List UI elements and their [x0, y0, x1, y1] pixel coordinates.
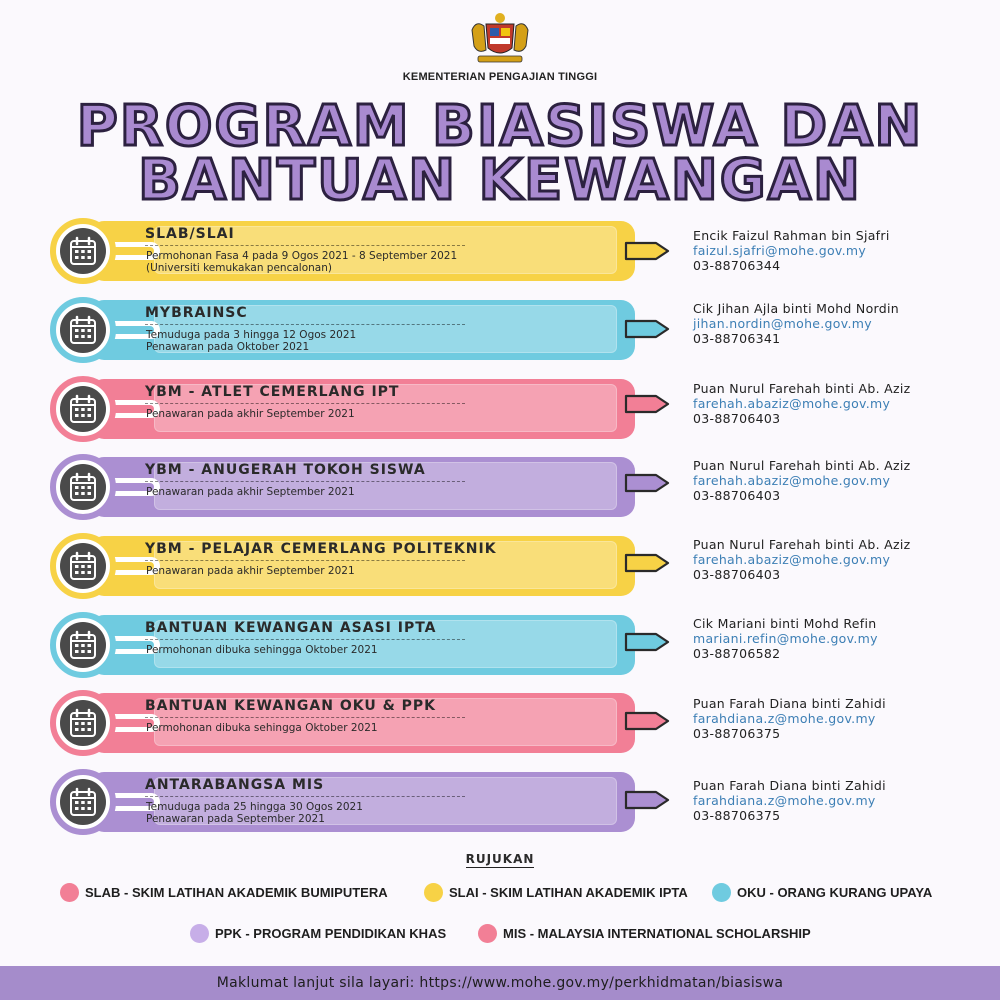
contact-email-link[interactable]: farahdiana.z@mohe.gov.my	[693, 711, 876, 726]
program-detail: (Universiti kemukakan pencalonan)	[146, 262, 332, 274]
ministry-name: KEMENTERIAN PENGAJIAN TINGGI	[402, 71, 598, 83]
contact-block	[693, 301, 899, 346]
contact-name: Puan Farah Diana binti Zahidi	[693, 778, 886, 793]
contact-phone: 03-88706582	[693, 646, 781, 661]
contact-block	[693, 228, 890, 273]
contact-block	[693, 458, 910, 503]
contact-email-link[interactable]: faizul.sjafri@mohe.gov.my	[693, 243, 867, 258]
coat-of-arms-icon	[466, 10, 534, 68]
dotted-divider	[145, 245, 465, 246]
contact-phone: 03-88706403	[693, 411, 781, 426]
calendar-icon	[69, 630, 97, 660]
arrow-right-icon	[624, 473, 670, 493]
program-detail: Penawaran pada akhir September 2021	[146, 486, 355, 498]
contact-name: Cik Jihan Ajla binti Mohd Nordin	[693, 301, 899, 316]
program-card	[50, 376, 590, 442]
arrow-right-icon	[624, 553, 670, 573]
program-icon-badge	[50, 454, 116, 520]
arrow-right-icon	[624, 394, 670, 414]
page-title-line2: BANTUAN KEWANGAN	[138, 148, 862, 213]
program-name: BANTUAN KEWANGAN ASASI IPTA	[145, 620, 437, 636]
legend-dot	[424, 883, 443, 902]
contact-block	[693, 778, 886, 823]
program-detail: Permohonan dibuka sehingga Oktober 2021	[146, 722, 378, 734]
contact-email-link[interactable]: farehah.abaziz@mohe.gov.my	[693, 396, 891, 411]
program-name: ANTARABANGSA MIS	[145, 777, 325, 793]
dotted-divider	[145, 796, 465, 797]
legend-item-slab: SLAB - SKIM LATIHAN AKADEMIK BUMIPUTERA	[60, 883, 388, 902]
legend-item-mis: MIS - MALAYSIA INTERNATIONAL SCHOLARSHIP	[478, 924, 811, 943]
program-icon-badge	[50, 769, 116, 835]
contact-email-link[interactable]: mariani.refin@mohe.gov.my	[693, 631, 878, 646]
legend-item-ppk: PPK - PROGRAM PENDIDIKAN KHAS	[190, 924, 446, 943]
calendar-icon	[69, 551, 97, 581]
program-icon-badge	[50, 376, 116, 442]
program-detail: Penawaran pada akhir September 2021	[146, 408, 355, 420]
arrow-right-icon	[624, 711, 670, 731]
program-name: SLAB/SLAI	[145, 226, 235, 242]
contact-block	[693, 381, 910, 426]
program-card	[50, 690, 590, 756]
program-icon-badge	[50, 690, 116, 756]
legend-dot	[712, 883, 731, 902]
contact-block	[693, 616, 878, 661]
page-title-line1: PROGRAM BIASISWA DAN	[76, 94, 924, 159]
footer-info: Maklumat lanjut sila layari: https://www.mohe.gov.my/perkhidmatan/biasiswa	[0, 966, 1000, 1000]
dotted-divider	[145, 639, 465, 640]
program-card	[50, 612, 590, 678]
contact-phone: 03-88706341	[693, 331, 781, 346]
legend-item-oku: OKU - ORANG KURANG UPAYA	[712, 883, 932, 902]
contact-phone: 03-88706375	[693, 808, 781, 823]
legend-dot	[190, 924, 209, 943]
calendar-icon	[69, 708, 97, 738]
contact-name: Puan Nurul Farehah binti Ab. Aziz	[693, 458, 911, 473]
program-name: BANTUAN KEWANGAN OKU & PPK	[145, 698, 437, 714]
calendar-icon	[69, 787, 97, 817]
program-card	[50, 769, 590, 835]
contact-phone: 03-88706403	[693, 567, 781, 582]
contact-block	[693, 537, 910, 582]
legend-item-slai: SLAI - SKIM LATIHAN AKADEMIK IPTA	[424, 883, 688, 902]
arrow-right-icon	[624, 790, 670, 810]
legend-dot	[60, 883, 79, 902]
program-icon-badge	[50, 297, 116, 363]
contact-name: Puan Nurul Farehah binti Ab. Aziz	[693, 381, 911, 396]
dotted-divider	[145, 717, 465, 718]
dotted-divider	[145, 481, 465, 482]
contact-name: Puan Nurul Farehah binti Ab. Aziz	[693, 537, 911, 552]
arrow-right-icon	[624, 632, 670, 652]
program-name: YBM - PELAJAR CEMERLANG POLITEKNIK	[145, 541, 497, 557]
contact-phone: 03-88706403	[693, 488, 781, 503]
contact-email-link[interactable]: farehah.abaziz@mohe.gov.my	[693, 473, 891, 488]
references-title: RUJUKAN	[465, 852, 535, 866]
contact-email-link[interactable]: farehah.abaziz@mohe.gov.my	[693, 552, 891, 567]
program-detail: Permohonan dibuka sehingga Oktober 2021	[146, 644, 378, 656]
contact-email-link[interactable]: farahdiana.z@mohe.gov.my	[693, 793, 876, 808]
dotted-divider	[145, 560, 465, 561]
program-icon-badge	[50, 612, 116, 678]
contact-phone: 03-88706375	[693, 726, 781, 741]
program-icon-badge	[50, 533, 116, 599]
program-card	[50, 218, 590, 284]
program-card	[50, 533, 590, 599]
calendar-icon	[69, 472, 97, 502]
program-card	[50, 297, 590, 363]
program-name: YBM - ATLET CEMERLANG IPT	[145, 384, 400, 400]
contact-phone: 03-88706344	[693, 258, 781, 273]
contact-email-link[interactable]: jihan.nordin@mohe.gov.my	[693, 316, 872, 331]
program-name: MYBRAINSC	[145, 305, 248, 321]
program-card	[50, 454, 590, 520]
contact-name: Puan Farah Diana binti Zahidi	[693, 696, 886, 711]
program-detail: Temuduga pada 3 hingga 12 Ogos 2021	[146, 329, 357, 341]
dotted-divider	[145, 324, 465, 325]
contact-name: Cik Mariani binti Mohd Refin	[693, 616, 877, 631]
contact-block	[693, 696, 886, 741]
dotted-divider	[145, 403, 465, 404]
calendar-icon	[69, 394, 97, 424]
legend-dot	[478, 924, 497, 943]
program-detail: Temuduga pada 25 hingga 30 Ogos 2021	[146, 801, 363, 813]
arrow-right-icon	[624, 241, 670, 261]
program-name: YBM - ANUGERAH TOKOH SISWA	[145, 462, 426, 478]
program-detail: Penawaran pada September 2021	[146, 813, 325, 825]
calendar-icon	[69, 315, 97, 345]
calendar-icon	[69, 236, 97, 266]
contact-name: Encik Faizul Rahman bin Sjafri	[693, 228, 890, 243]
program-detail: Penawaran pada akhir September 2021	[146, 565, 355, 577]
arrow-right-icon	[624, 319, 670, 339]
program-icon-badge	[50, 218, 116, 284]
program-detail: Permohonan Fasa 4 pada 9 Ogos 2021 - 8 September 2021	[146, 250, 458, 262]
program-detail: Penawaran pada Oktober 2021	[146, 341, 310, 353]
